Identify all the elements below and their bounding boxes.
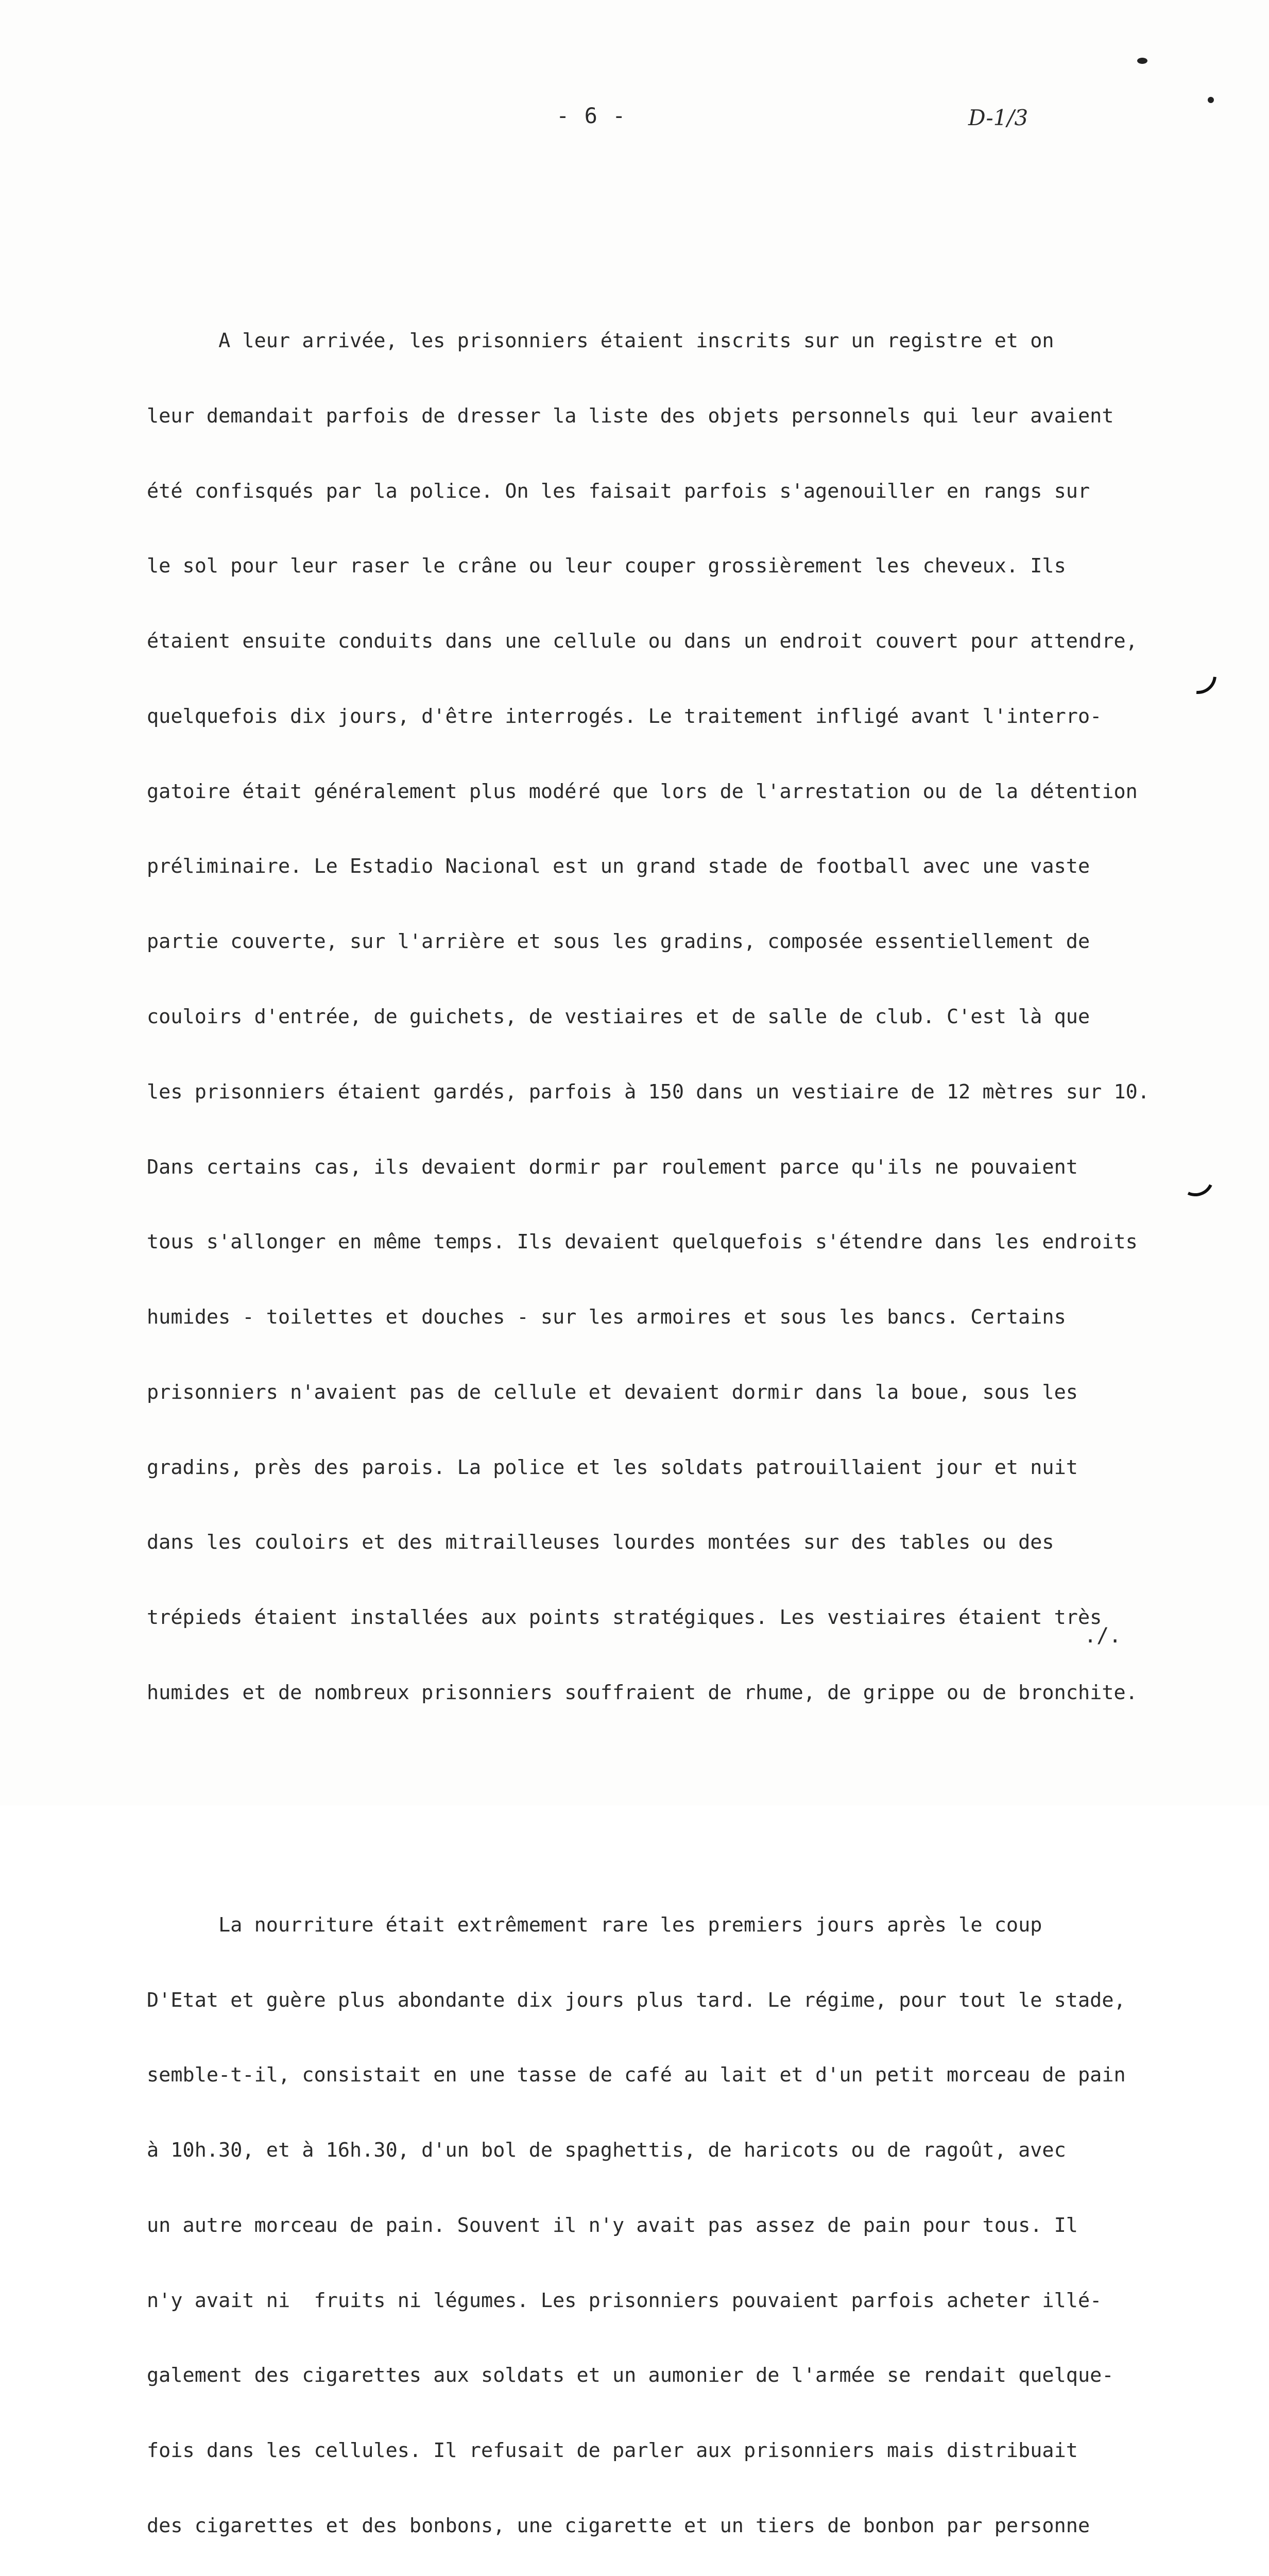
text-line: leur demandait parfois de dresser la liste des objets personnels qui leur avaient (147, 404, 1114, 428)
paragraph-food (147, 1863, 1228, 2576)
text-line: fois dans les cellules. Il refusait de parler aux prisonniers mais distribuait (147, 2439, 1078, 2463)
text-line: La nourriture était extrêmement rare les premiers jours après le coup (147, 1913, 1042, 1937)
document-reference: D-1/3 (968, 105, 1028, 130)
scan-speck (1137, 58, 1147, 64)
text-line: tous s'allonger en même temps. Ils devaient quelquefois s'étendre dans les endroits (147, 1230, 1138, 1254)
text-line: le sol pour leur raser le crâne ou leur couper grossièrement les cheveux. Ils (147, 554, 1066, 578)
text-line: galement des cigarettes aux soldats et un aumonier de l'armée se rendait quelque- (147, 2364, 1114, 2387)
text-line: préliminaire. Le Estadio Nacional est un grand stade de football avec une vaste (147, 855, 1090, 878)
text-line: semble-t-il, consistait en une tasse de café au lait et d'un petit morceau de pain (147, 2063, 1126, 2087)
document-body (147, 204, 1228, 2576)
page-number: - 6 - (556, 103, 627, 128)
paragraph-arrival (147, 279, 1228, 1756)
text-line: quelquefois dix jours, d'être interrogés. Le traitement infligé avant l'interro- (147, 704, 1102, 728)
text-line: à 10h.30, et à 16h.30, d'un bol de spaghettis, de haricots ou de ragoût, avec (147, 2139, 1066, 2162)
text-line: été confisqués par la police. On les faisait parfois s'agenouiller en rangs sur (147, 479, 1090, 503)
text-line: trépieds étaient installées aux points stratégiques. Les vestiaires étaient très (147, 1606, 1102, 1630)
text-line: couloirs d'entrée, de guichets, de vestiaires et de salle de club. C'est là que (147, 1005, 1090, 1028)
text-line: A leur arrivée, les prisonniers étaient inscrits sur un registre et on (147, 329, 1054, 352)
text-line: les prisonniers étaient gardés, parfois à 150 dans un vestiaire de 12 mètres sur 10. (147, 1080, 1150, 1104)
text-line: un autre morceau de pain. Souvent il n'y avait pas assez de pain pour tous. Il (147, 2213, 1078, 2237)
text-line: Dans certains cas, ils devaient dormir par roulement parce qu'ils ne pouvaient (147, 1155, 1078, 1179)
text-line: gatoire était généralement plus modéré que lors de l'arrestation ou de la détention (147, 779, 1138, 803)
text-line: partie couverte, sur l'arrière et sous les gradins, composée essentiellement de (147, 930, 1090, 954)
text-line: gradins, près des parois. La police et les soldats patrouillaient jour et nuit (147, 1455, 1078, 1479)
continuation-mark: ./. (1084, 1624, 1122, 1648)
text-line: n'y avait ni fruits ni légumes. Les prisonniers pouvaient parfois acheter illé- (147, 2289, 1102, 2312)
text-line: humides - toilettes et douches - sur les armoires et sous les bancs. Certains (147, 1306, 1066, 1329)
text-line: humides et de nombreux prisonniers souffraient de rhume, de grippe ou de bronchite. (147, 1681, 1138, 1705)
text-line: dans les couloirs et des mitrailleuses lourdes montées sur des tables ou des (147, 1531, 1054, 1554)
text-line: des cigarettes et des bonbons, une cigarette et un tiers de bonbon par personne (147, 2514, 1090, 2538)
text-line: étaient ensuite conduits dans une cellule ou dans un endroit couvert pour attendre, (147, 630, 1138, 653)
scan-speck (1208, 97, 1214, 103)
text-line: D'Etat et guère plus abondante dix jours plus tard. Le régime, pour tout le stade, (147, 1988, 1126, 2012)
text-line: prisonniers n'avaient pas de cellule et devaient dormir dans la boue, sous les (147, 1380, 1078, 1404)
